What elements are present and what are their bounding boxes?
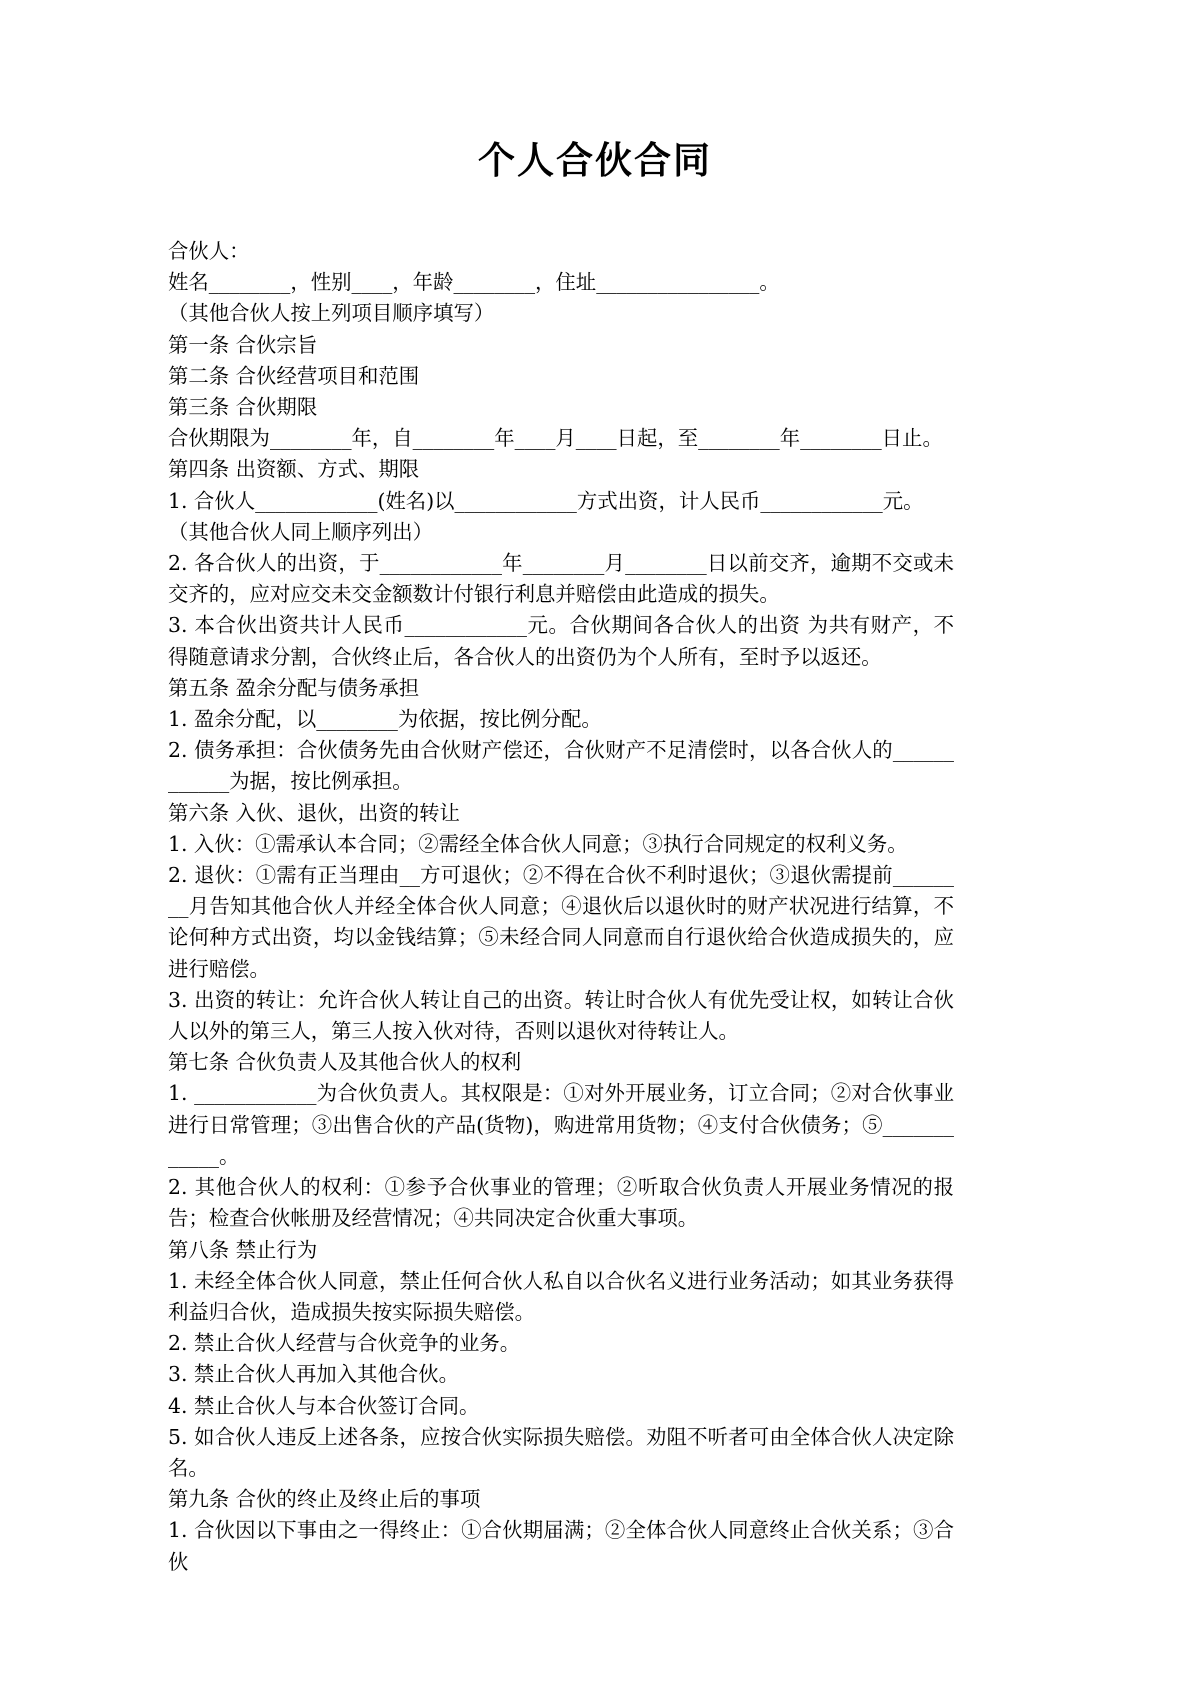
paragraph-article-7-item-2: 2. 其他合伙人的权利：①参予合伙事业的管理；②听取合伙负责人开展业务情况的报告；检查合伙帐册及经营情况；④共同决定合伙重大事项。 [168,1175,954,1231]
paragraph-other-partners-note: （其他合伙人按上列项目顺序填写） [168,301,495,326]
document-body [168,236,954,1578]
heading-article-8: 第八条 禁止行为 [168,1237,318,1262]
paragraph-article-5-item-1: 1. 盈余分配，以________为依据，按比例分配。 [168,707,602,732]
page-title: 个人合伙合同 [478,139,712,182]
heading-article-7: 第七条 合伙负责人及其他合伙人的权利 [168,1050,522,1075]
heading-article-4: 第四条 出资额、方式、期限 [168,457,420,482]
paragraph-article-4-note: （其他合伙人同上顺序列出） [168,519,434,544]
paragraph-article-6-item-3: 3. 出资的转让：允许合伙人转让自己的出资。转让时合伙人有优先受让权，如转让合伙人以外的第三人，第三人按入伙对待，否则以退伙对待转让人。 [168,987,954,1044]
paragraph-article-8-item-3: 3. 禁止合伙人再加入其他合伙。 [168,1362,460,1387]
heading-article-9: 第九条 合伙的终止及终止后的事项 [168,1487,481,1512]
heading-article-2: 第二条 合伙经营项目和范围 [168,363,420,388]
heading-article-3: 第三条 合伙期限 [168,395,318,420]
paragraph-article-6-item-2: 2. 退伙：①需有正当理由__方可退伙；②不得在合伙不利时退伙；③退伙需提前________月告知其他合伙人并经全体合伙人同意；④退伙后以退伙时的财产状况进行结算，不论何种方式出资，均以金钱结算；⑤未经合同人同意而自行退伙给合伙造成损失的，应进行赔偿。 [168,863,954,981]
paragraph-article-5-item-2: 2. 债务承担：合伙债务先由合伙财产偿还，合伙财产不足清偿时，以各合伙人的____________为据，按比例承担。 [168,738,954,794]
paragraph-article-4-item-3: 3. 本合伙出资共计人民币____________元。合伙期间各合伙人的出资 为共有财产，不得随意请求分割，合伙终止后，各合伙人的出资仍为个人所有，至时予以返还。 [168,613,954,669]
paragraph-article-4-item-2: 2. 各合伙人的出资，于____________年________月________日以前交齐，逾期不交或未交齐的，应对应交未交金额数计付银行利息并赔偿由此造成的损失。 [168,551,954,607]
paragraph-article-7-item-1: 1. ____________为合伙负责人。其权限是：①对外开展业务，订立合同；②对合伙事业进行日常管理；③出售合伙的产品(货物)，购进常用货物；④支付合伙债务；⑤____________。 [168,1081,954,1168]
paragraph-article-8-item-1: 1. 未经全体合伙人同意，禁止任何合伙人私自以合伙名义进行业务活动；如其业务获得利益归合伙，造成损失按实际损失赔偿。 [168,1268,954,1324]
paragraph-article-3-term: 合伙期限为________年，自________年____月____日起，至________年________日止。 [168,426,943,451]
paragraph-article-8-item-4: 4. 禁止合伙人与本合伙签订合同。 [168,1393,480,1418]
paragraph-article-8-item-2: 2. 禁止合伙人经营与合伙竞争的业务。 [168,1331,521,1356]
heading-article-6: 第六条 入伙、退伙，出资的转让 [168,800,460,825]
paragraph-article-9-item-1: 1. 合伙因以下事由之一得终止：①合伙期届满；②全体合伙人同意终止合伙关系；③合伙 [168,1518,954,1574]
paragraph-partner-label: 合伙人： [168,239,250,263]
heading-article-1: 第一条 合伙宗旨 [168,332,318,357]
heading-article-5: 第五条 盈余分配与债务承担 [168,675,420,700]
paragraph-article-6-item-1: 1. 入伙：①需承认本合同；②需经全体合伙人同意；③执行合同规定的权利义务。 [168,831,908,856]
paragraph-partner-fields: 姓名________，性别____，年龄________，住址________________。 [168,270,780,295]
paragraph-article-4-item-1: 1. 合伙人____________(姓名)以____________方式出资，计人民币____________元。 [168,488,924,513]
paragraph-article-8-item-5: 5. 如合伙人违反上述各条，应按合伙实际损失赔偿。劝阻不听者可由全体合伙人决定除名。 [168,1424,954,1480]
